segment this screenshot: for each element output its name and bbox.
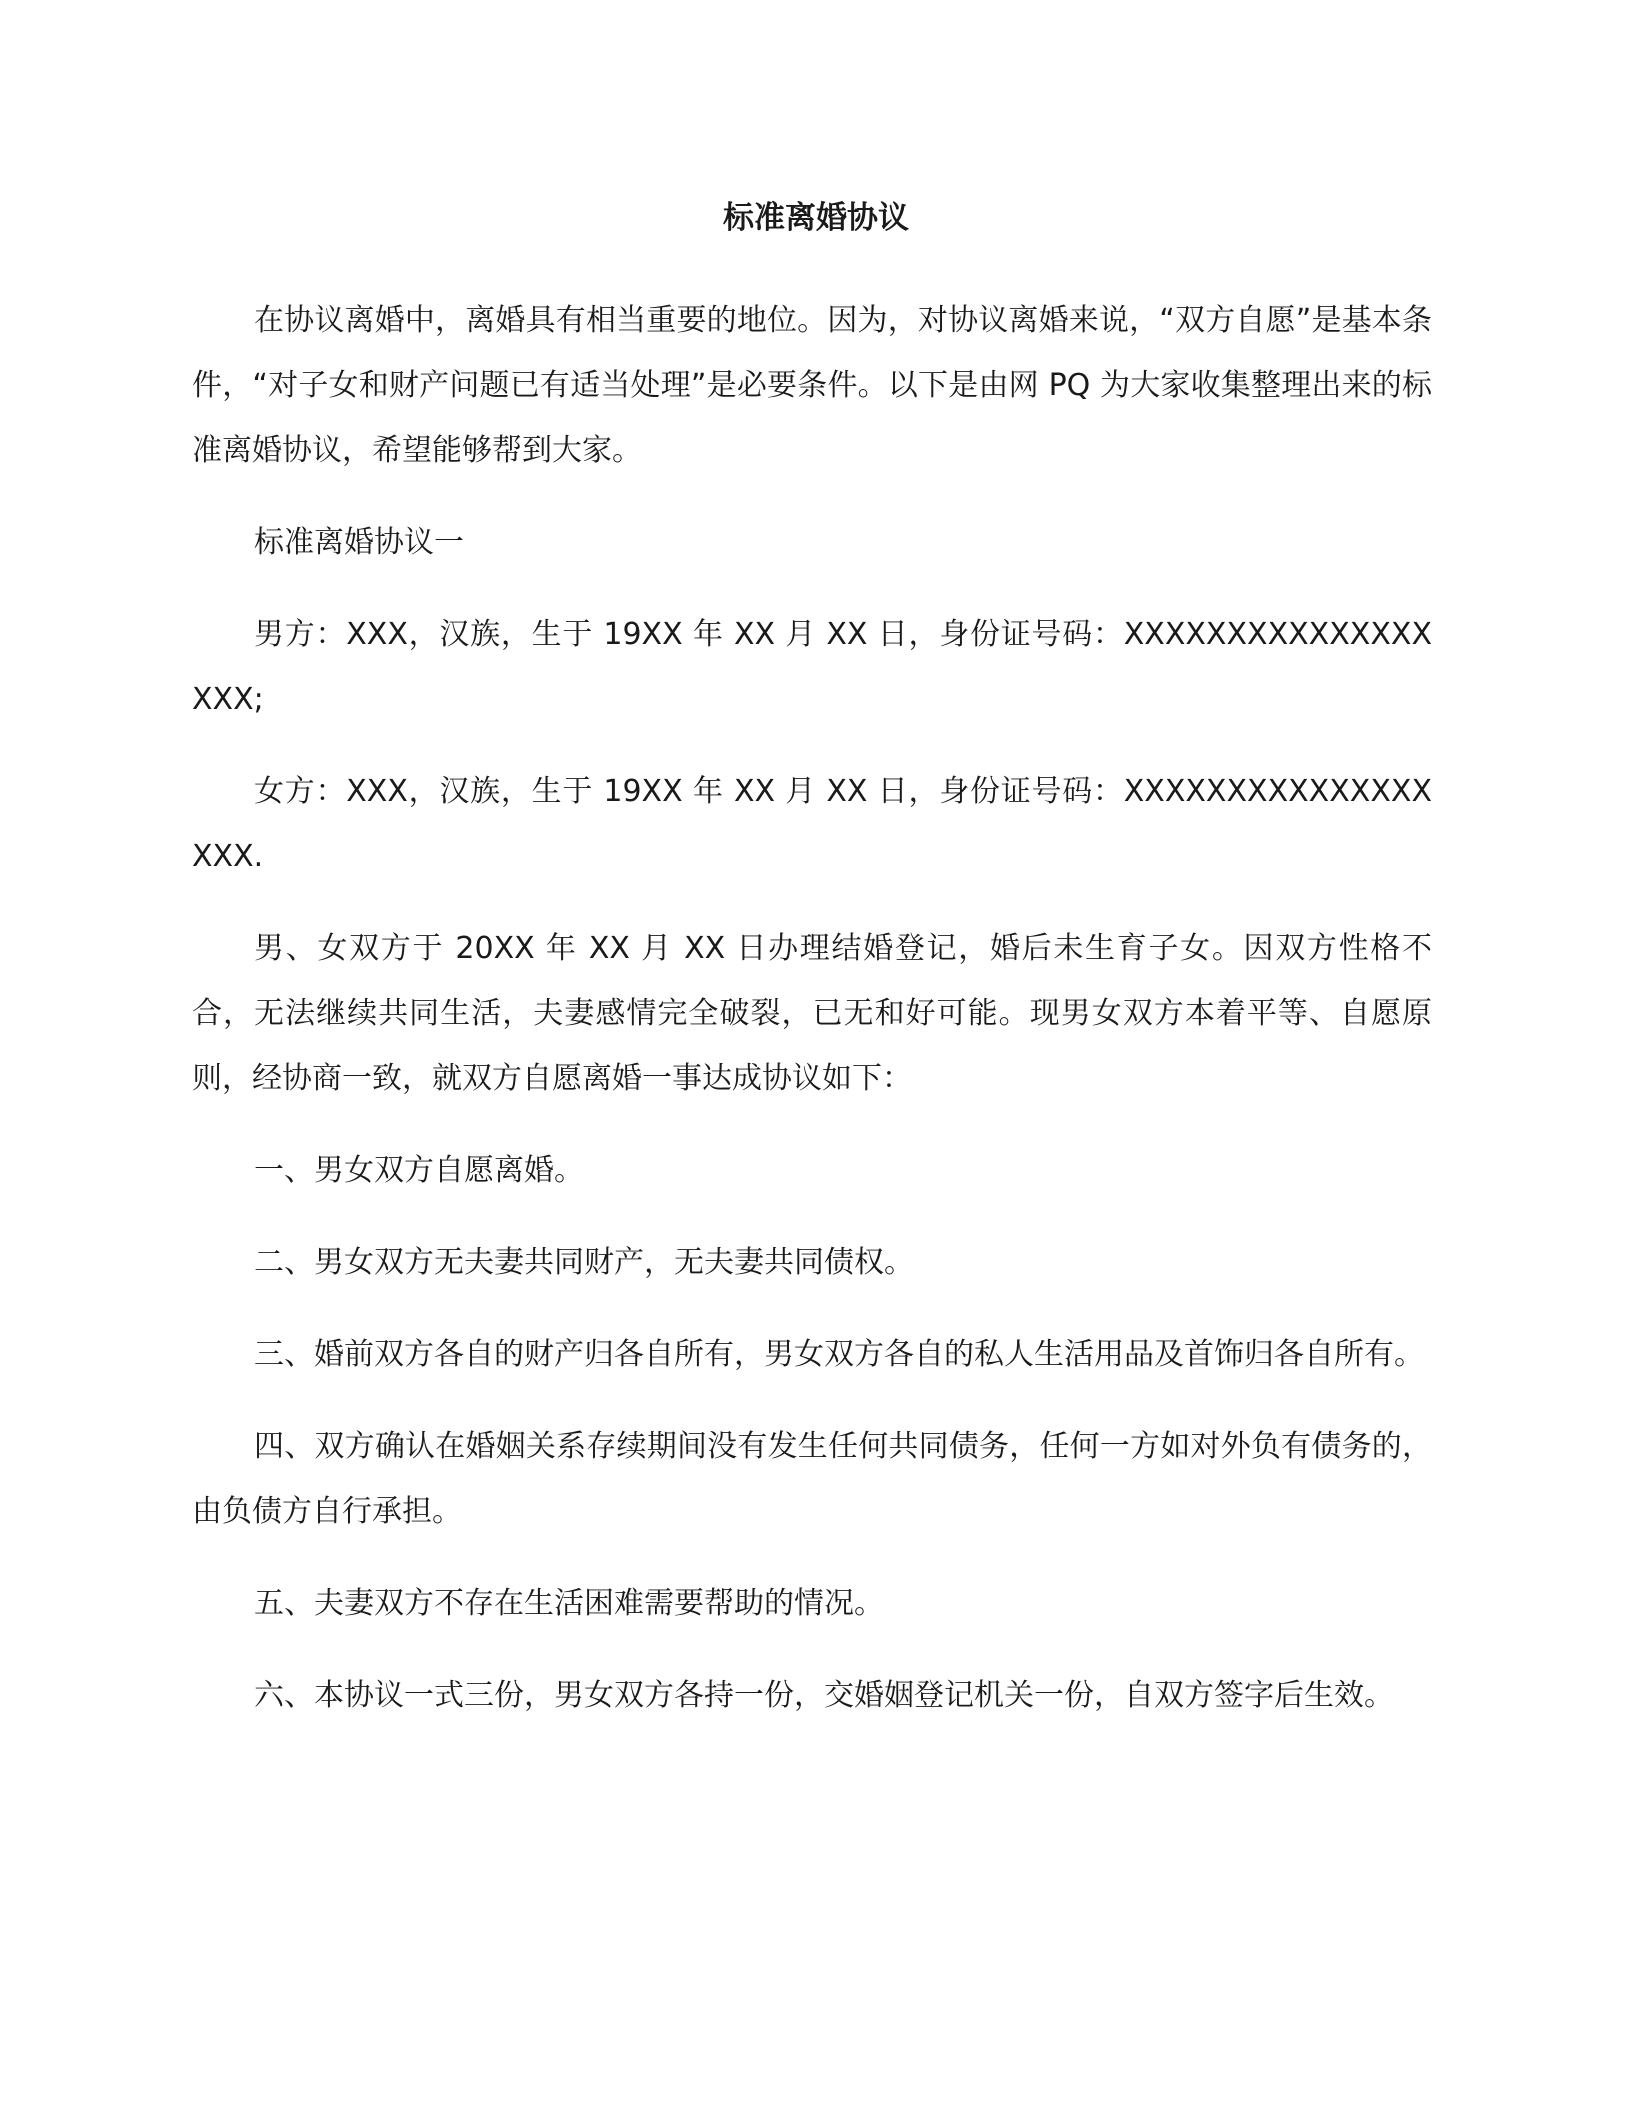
background-paragraph: 男、女双方于 20XX 年 XX 月 XX 日办理结婚登记，婚后未生育子女。因双方性格不合，无法继续共同生活，夫妻感情完全破裂，已无和好可能。现男女双方本着平等、自愿原则，经协商一致，就双方自愿离婚一事达成协议如下： (192, 931, 1432, 1096)
male-party-paragraph: 男方：XXX，汉族，生于 19XX 年 XX 月 XX 日，身份证号码：XXXXXXXXXXXXXXXXXX; (192, 617, 1432, 717)
female-party-paragraph: 女方：XXX，汉族，生于 19XX 年 XX 月 XX 日，身份证号码：XXXXXXXXXXXXXXXXXX. (192, 774, 1432, 874)
clause-1: 一、男女双方自愿离婚。 (254, 1153, 584, 1188)
document-title: 标准离婚协议 (723, 200, 909, 236)
clause-4: 四、双方确认在婚姻关系存续期间没有发生任何共同债务，任何一方如对外负有债务的，由负债方自行承担。 (192, 1429, 1432, 1529)
document-body (192, 288, 1432, 1755)
clause-5: 五、夫妻双方不存在生活困难需要帮助的情况。 (254, 1586, 884, 1621)
clause-3: 三、婚前双方各自的财产归各自所有，男女双方各自的私人生活用品及首饰归各自所有。 (254, 1337, 1424, 1372)
clause-6: 六、本协议一式三份，男女双方各持一份，交婚姻登记机关一份，自双方签字后生效。 (254, 1678, 1394, 1713)
section-heading: 标准离婚协议一 (254, 525, 464, 560)
clause-2: 二、男女双方无夫妻共同财产，无夫妻共同债权。 (254, 1245, 914, 1280)
intro-paragraph: 在协议离婚中，离婚具有相当重要的地位。因为，对协议离婚来说，“双方自愿”是基本条件，“对子女和财产问题已有适当处理”是必要条件。以下是由网 PQ 为大家收集整理出来的标准离婚协议，希望能够帮到大家。 (192, 303, 1432, 468)
